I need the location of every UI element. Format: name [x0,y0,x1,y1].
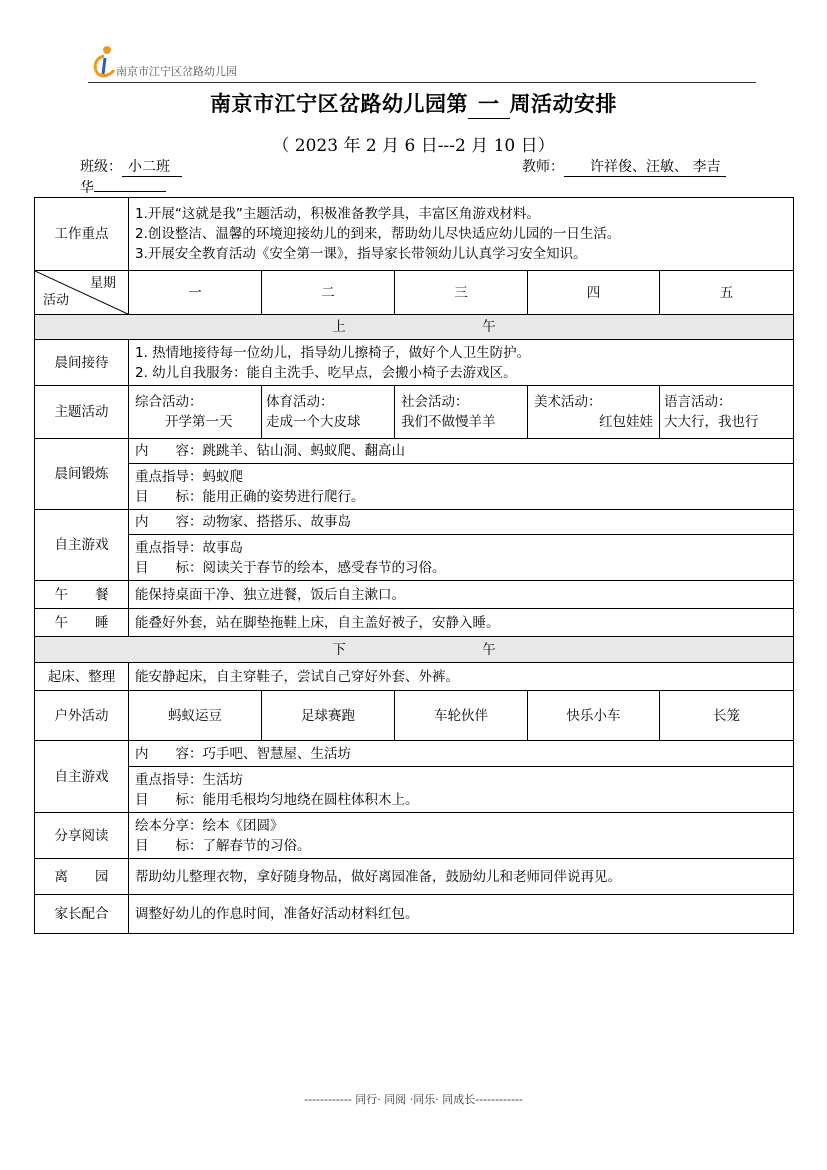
theme-thu-name: 红包娃娃 [599,414,653,430]
reception-row [35,340,794,386]
focus-row [35,198,794,271]
theme-tue-title: 体育活动： [266,394,334,410]
lunch-label: 午 餐 [35,581,129,609]
outdoor-label: 户外活动 [35,691,129,741]
class-label: 班级： [80,159,122,175]
reception-label: 晨间接待 [35,340,129,386]
exercise-label: 晨间锻炼 [35,439,129,510]
theme-tue-name: 走成一个大皮球 [266,414,361,430]
header-org-name: 南京市江宁区岔路幼儿园 [116,65,237,78]
theme-row [35,386,794,439]
date-range: （ 2023 年 2 月 6 日---2 月 10 日） [272,136,555,156]
kindergarten-logo-icon [90,44,116,78]
diag-activity-label: 活动 [43,293,70,308]
diag-weekday-label: 星期 [89,276,116,291]
freeplay-am-key: 重点指导：故事岛 [135,539,243,556]
exercise-content: 内 容：跳跳羊、钻山洞、蚂蚁爬、翻高山 [129,439,794,464]
outdoor-mon: 蚂蚁运豆 [129,691,262,741]
morning-section [35,315,794,340]
freeplay-am-row-1 [35,510,794,535]
day-wed: 三 [395,271,528,315]
section-am-2: 午 [482,319,496,335]
class-info [80,156,182,177]
title-week-number: 一 [468,88,510,119]
wakeup-label: 起床、整理 [35,663,129,691]
day-thu: 四 [528,271,660,315]
theme-wed-name: 我们不做慢羊羊 [401,414,496,430]
theme-mon-name: 开学第一天 [165,414,233,430]
freeplay-pm-detail [129,767,794,813]
exercise-detail [129,464,794,510]
lunch-text: 能保持桌面干净、独立进餐，饭后自主漱口。 [129,581,794,609]
outdoor-thu: 快乐小车 [528,691,660,741]
parents-row [35,895,794,934]
lunch-row [35,581,794,609]
reading-row [35,813,794,859]
days-header-row [35,271,794,315]
reading-label: 分享阅读 [35,813,129,859]
leave-row [35,859,794,895]
theme-thu-title: 美术活动： [534,394,602,410]
freeplay-pm-content: 内 容：巧手吧、智慧屋、生活坊 [129,741,794,767]
exercise-key: 重点指导：蚂蚁爬 [135,468,243,485]
freeplay-am-label: 自主游戏 [35,510,129,581]
page-title [0,88,827,119]
day-tue: 二 [262,271,395,315]
reading-content [129,813,794,859]
reception-line-2: 2. 幼儿自我服务：能自主洗手、吃早点，会搬小椅子去游戏区。 [135,364,517,381]
theme-fri-title: 语言活动： [664,394,732,410]
underline-blank [94,191,166,192]
exercise-row-1 [35,439,794,464]
freeplay-pm-key: 重点指导：生活坊 [135,771,243,788]
theme-label: 主题活动 [35,386,129,439]
nap-label: 午 睡 [35,609,129,637]
outdoor-row [35,691,794,741]
section-pm-2: 午 [482,641,496,658]
theme-fri-name: 大大行，我也行 [664,414,759,430]
theme-fri [660,386,794,439]
focus-line-2: 2.创设整洁、温馨的环境迎接幼儿的到来，帮助幼儿尽快适应幼儿园的一日生活。 [135,226,621,242]
teacher-overflow-line [80,177,166,197]
parents-text: 调整好幼儿的作息时间，准备好活动材料红包。 [129,895,794,934]
outdoor-fri: 长笼 [660,691,794,741]
class-value: 小二班 [122,156,182,177]
nap-row [35,609,794,637]
freeplay-am-content: 内 容：动物家、搭搭乐、故事岛 [129,510,794,535]
wakeup-text: 能安静起床，自主穿鞋子，尝试自己穿好外套、外裤。 [129,663,794,691]
afternoon-section-row [35,637,794,663]
theme-wed [395,386,528,439]
freeplay-pm-row-2 [35,767,794,813]
focus-content [129,198,794,271]
theme-mon [129,386,262,439]
reading-share: 绘本分享：绘本《团圆》 [135,817,284,834]
focus-label: 工作重点 [35,198,129,271]
focus-line-1: 1.开展“这就是我”主题活动，积极准备教学具，丰富区角游戏材料。 [135,206,540,222]
parents-label: 家长配合 [35,895,129,934]
diagonal-header-cell [35,271,129,315]
section-pm-1: 下 [332,641,346,658]
freeplay-am-detail [129,535,794,581]
freeplay-am-row-2 [35,535,794,581]
reading-goal: 目 标：了解春节的习俗。 [135,837,311,854]
theme-tue [262,386,395,439]
reception-content [129,340,794,386]
leave-text: 帮助幼儿整理衣物，拿好随身物品，做好离园准备，鼓励幼儿和老师同伴说再见。 [129,859,794,895]
theme-mon-title: 综合活动： [135,394,203,410]
freeplay-pm-label: 自主游戏 [35,741,129,813]
outdoor-tue: 足球赛跑 [262,691,395,741]
freeplay-am-goal: 目 标：阅读关于春节的绘本，感受春节的习俗。 [135,559,446,576]
teacher-overflow: 华 [80,180,94,196]
teacher-value: 许祥俊、汪敏、 李吉 [564,156,726,177]
outdoor-wed: 车轮伙伴 [395,691,528,741]
weekly-plan-table [34,197,794,934]
header-divider [88,82,756,83]
theme-wed-title: 社会活动： [401,394,469,410]
leave-label: 离 园 [35,859,129,895]
page-footer: ------------ 同行· 同阅 ·同乐· 同成长------------ [304,1093,523,1106]
exercise-row-2 [35,464,794,510]
exercise-goal: 目 标：能用正确的姿势进行爬行。 [135,488,365,505]
morning-section-row [35,315,794,340]
title-prefix: 南京市江宁区岔路幼儿园第 [210,91,468,116]
freeplay-pm-row-1 [35,741,794,767]
teacher-label: 教师： [522,159,564,175]
day-mon: 一 [129,271,262,315]
freeplay-pm-goal: 目 标：能用毛根均匀地绕在圆柱体积木上。 [135,791,419,808]
teacher-info [522,156,726,177]
section-am-1: 上 [332,319,346,335]
afternoon-section [35,637,794,663]
focus-line-3: 3.开展安全教育活动《安全第一课》，指导家长带领幼儿认真学习安全知识。 [135,246,587,262]
page-header [88,44,756,84]
nap-text: 能叠好外套，站在脚垫拖鞋上床，自主盖好被子，安静入睡。 [129,609,794,637]
reception-line-1: 1. 热情地接待每一位幼儿，指导幼儿擦椅子，做好个人卫生防护。 [135,344,531,361]
theme-thu [528,386,660,439]
day-fri: 五 [660,271,794,315]
wakeup-row [35,663,794,691]
title-suffix: 周活动安排 [509,91,617,116]
